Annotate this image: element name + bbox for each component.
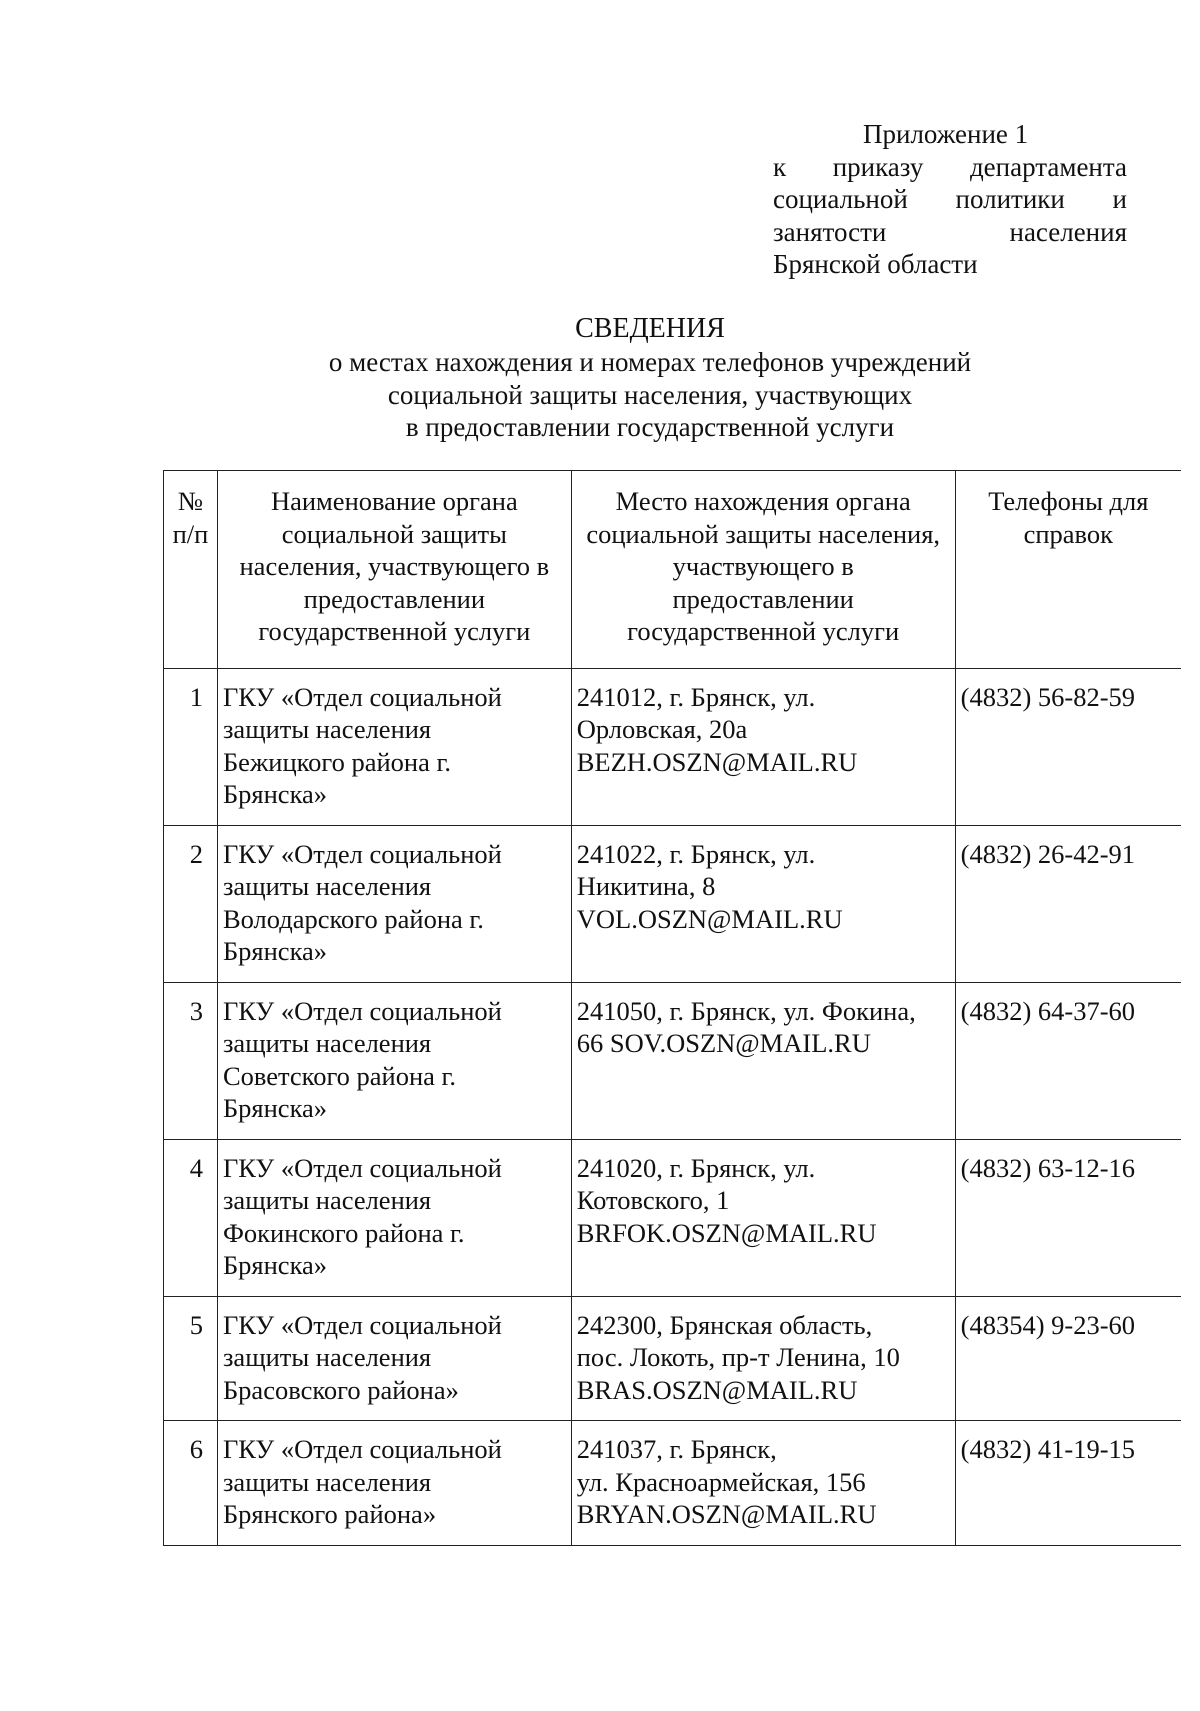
table-row	[164, 825, 1182, 982]
document-heading	[150, 312, 1150, 444]
name-line: Советского района г.	[222, 1060, 457, 1091]
institution-name	[217, 825, 571, 982]
institution-phone: (4832) 56-82-59	[955, 668, 1181, 825]
name-line: Бежицкого района г.	[222, 746, 452, 777]
institution-phone: (4832) 41-19-15	[955, 1421, 1181, 1546]
name-line: защиты населения	[222, 871, 432, 901]
table-row	[164, 1139, 1182, 1296]
appendix-block	[773, 118, 1127, 281]
header-address	[571, 471, 955, 669]
table-row	[164, 1296, 1182, 1421]
institution-address	[571, 1139, 955, 1296]
name-line: защиты населения	[222, 1028, 432, 1058]
name-line: ГКУ «Отдел социальной	[222, 1434, 502, 1464]
header-line: участвующего в	[672, 551, 854, 581]
header-line: предоставлении	[672, 583, 854, 614]
name-line: ГКУ «Отдел социальной	[222, 1152, 502, 1183]
email-line: BRAS.OSZN@MAIL.RU	[576, 1374, 858, 1405]
address-line: Котовского, 1	[576, 1185, 730, 1215]
email-line: BEZH.OSZN@MAIL.RU	[576, 746, 858, 777]
table-row	[164, 982, 1182, 1139]
institution-name	[217, 1296, 571, 1421]
document-subtitle-line: о местах нахождения и номерах телефонов учреждений	[328, 347, 972, 377]
header-line: Место нахождения органа	[615, 486, 911, 516]
address-line: Никитина, 8	[576, 871, 716, 901]
institutions-table	[163, 470, 1181, 1546]
name-line: ГКУ «Отдел социальной	[222, 995, 502, 1026]
row-number: 2	[164, 825, 218, 982]
name-line: Володарского района г.	[222, 903, 484, 934]
address-line: 241050, г. Брянск, ул. Фокина,	[576, 995, 916, 1026]
header-line: социальной защиты	[281, 518, 507, 549]
row-number: 6	[164, 1421, 218, 1546]
email-line: BRFOK.OSZN@MAIL.RU	[576, 1217, 877, 1248]
header-line: государственной услуги	[627, 616, 900, 646]
appendix-line: Брянской области	[773, 249, 978, 279]
institution-phone: (4832) 64-37-60	[955, 982, 1181, 1139]
name-line: защиты населения	[222, 1342, 432, 1372]
name-line: Брянска»	[222, 936, 328, 966]
institution-address	[571, 1421, 955, 1546]
address-line: 242300, Брянская область,	[576, 1309, 873, 1340]
header-name	[217, 471, 571, 669]
name-line: ГКУ «Отдел социальной	[222, 838, 502, 869]
document-subtitle-line: в предоставлении государственной услуги	[405, 412, 895, 442]
row-number: 4	[164, 1139, 218, 1296]
institution-name	[217, 1421, 571, 1546]
row-number: 1	[164, 668, 218, 825]
address-line: 241020, г. Брянск, ул.	[576, 1152, 816, 1183]
name-line: Брянска»	[222, 1093, 328, 1123]
header-num	[164, 471, 218, 669]
address-line: Орловская, 20а	[576, 714, 748, 744]
address-line: пос. Локоть, пр-т Ленина, 10	[576, 1342, 900, 1372]
table-header-row	[164, 471, 1182, 669]
name-line: Брянска»	[222, 1250, 328, 1280]
name-line: Брянска»	[222, 779, 328, 809]
email-line: BRYAN.OSZN@MAIL.RU	[576, 1499, 877, 1529]
header-line: Телефоны для	[988, 486, 1149, 516]
header-line: Наименование органа	[270, 486, 518, 516]
header-line: справок	[1023, 518, 1114, 549]
email-line: VOL.OSZN@MAIL.RU	[576, 903, 843, 934]
name-line: защиты населения	[222, 1185, 432, 1215]
institution-address	[571, 825, 955, 982]
row-number: 3	[164, 982, 218, 1139]
name-line: ГКУ «Отдел социальной	[222, 681, 502, 712]
header-line: №	[177, 486, 204, 516]
address-line: 241012, г. Брянск, ул.	[576, 681, 816, 712]
institution-name	[217, 668, 571, 825]
institution-name	[217, 982, 571, 1139]
address-line: 241022, г. Брянск, ул.	[576, 838, 816, 869]
name-line: защиты населения	[222, 714, 432, 744]
name-line: защиты населения	[222, 1466, 432, 1497]
institution-name	[217, 1139, 571, 1296]
institution-address	[571, 1296, 955, 1421]
institution-phone: (4832) 26-42-91	[955, 825, 1181, 982]
name-line: Брасовского района»	[222, 1374, 459, 1405]
document-subtitle-line: социальной защиты населения, участвующих	[387, 379, 913, 410]
name-line: ГКУ «Отдел социальной	[222, 1309, 502, 1340]
appendix-line: занятости населения	[773, 216, 1127, 247]
table-row	[164, 1421, 1182, 1546]
appendix-line: к приказу департамента	[773, 151, 1127, 182]
institution-address	[571, 982, 955, 1139]
row-number: 5	[164, 1296, 218, 1421]
institution-phone: (48354) 9-23-60	[955, 1296, 1181, 1421]
name-line: Фокинского района г.	[222, 1217, 465, 1248]
appendix-line: социальной политики и	[773, 184, 1127, 214]
institution-phone: (4832) 63-12-16	[955, 1139, 1181, 1296]
header-line: предоставлении	[303, 583, 486, 614]
header-line: населения, участвующего в	[239, 551, 550, 581]
header-phone	[955, 471, 1181, 669]
address-line: 241037, г. Брянск,	[576, 1434, 777, 1464]
document-title: СВЕДЕНИЯ	[575, 313, 725, 344]
name-line: Брянского района»	[222, 1499, 437, 1529]
institution-address	[571, 668, 955, 825]
header-line: социальной защиты населения,	[586, 518, 941, 549]
header-line: государственной услуги	[258, 616, 531, 646]
address-line: ул. Красноармейская, 156	[576, 1466, 866, 1497]
header-line: п/п	[172, 518, 209, 549]
appendix-title: Приложение 1	[863, 119, 1029, 149]
email-line: 66 SOV.OSZN@MAIL.RU	[576, 1028, 871, 1058]
table-row	[164, 668, 1182, 825]
